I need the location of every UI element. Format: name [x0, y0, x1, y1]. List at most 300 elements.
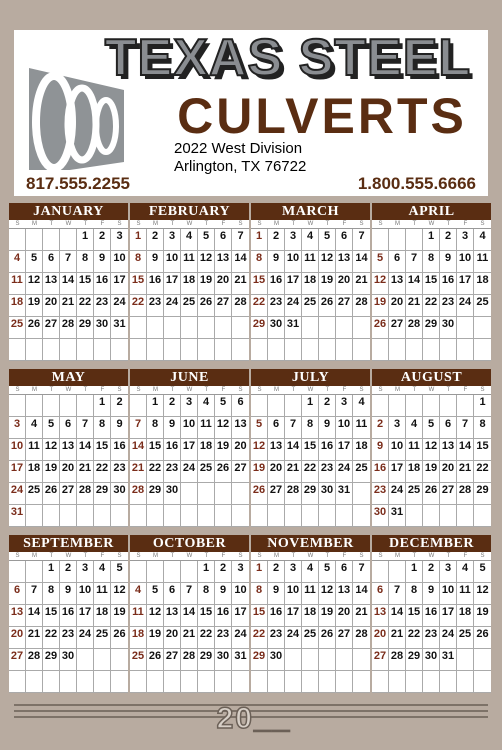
- weekday-header: [251, 220, 370, 229]
- day-cell: 27: [336, 295, 353, 317]
- day-cell: 15: [77, 273, 94, 295]
- day-cell: [26, 561, 43, 583]
- month-july: [251, 369, 370, 527]
- month-title: MARCH: [251, 203, 370, 220]
- day-cell: [251, 505, 268, 527]
- day-cell: 12: [474, 583, 491, 605]
- weekday-header: [372, 552, 491, 561]
- day-cell: 16: [94, 273, 111, 295]
- day-cell: [9, 339, 26, 361]
- day-cell: 27: [336, 627, 353, 649]
- weekday-header: [9, 552, 128, 561]
- day-cell: 4: [9, 251, 26, 273]
- day-cell: [77, 649, 94, 671]
- day-cell: 14: [389, 605, 406, 627]
- weekday-letter: S: [15, 387, 20, 393]
- day-cell: 8: [251, 583, 268, 605]
- day-cell: 14: [130, 439, 147, 461]
- day-cell: 13: [215, 251, 232, 273]
- weekday-letter: T: [83, 387, 88, 393]
- day-cell: 8: [423, 251, 440, 273]
- day-cell: [336, 505, 353, 527]
- day-cell: 5: [319, 229, 336, 251]
- day-cell: 13: [268, 439, 285, 461]
- day-cell: 22: [302, 461, 319, 483]
- company-name-line1: TEXAS STEEL: [104, 29, 472, 87]
- day-cell: 10: [77, 583, 94, 605]
- day-cell: 7: [60, 251, 77, 273]
- day-cell: 13: [440, 439, 457, 461]
- weekday-letter: S: [15, 221, 20, 227]
- day-cell: 23: [440, 295, 457, 317]
- weekday-letter: S: [238, 553, 243, 559]
- day-cell: [147, 561, 164, 583]
- weekday-letter: S: [480, 387, 485, 393]
- day-cell: 28: [181, 649, 198, 671]
- day-cell: [77, 505, 94, 527]
- day-cell: [94, 671, 111, 693]
- day-cell: 29: [302, 483, 319, 505]
- day-cell: [198, 317, 215, 339]
- day-cell: [26, 671, 43, 693]
- day-cell: [406, 229, 423, 251]
- day-cell: 2: [268, 229, 285, 251]
- day-cell: 6: [440, 417, 457, 439]
- day-cell: [423, 505, 440, 527]
- day-cell: 22: [251, 295, 268, 317]
- day-cell: 10: [389, 439, 406, 461]
- day-cell: [285, 671, 302, 693]
- day-cell: [130, 561, 147, 583]
- day-cell: 16: [268, 273, 285, 295]
- day-cell: 8: [251, 251, 268, 273]
- day-cell: 17: [457, 273, 474, 295]
- day-cell: 4: [302, 229, 319, 251]
- day-cell: 15: [198, 605, 215, 627]
- weekday-letter: S: [359, 387, 364, 393]
- day-cell: 29: [406, 649, 423, 671]
- day-cell: 13: [372, 605, 389, 627]
- weekday-letter: T: [170, 553, 175, 559]
- day-cell: 2: [164, 395, 181, 417]
- day-cell: [43, 505, 60, 527]
- day-cell: 27: [389, 317, 406, 339]
- day-cell: 13: [9, 605, 26, 627]
- day-cell: [440, 339, 457, 361]
- year-label: 20__: [216, 702, 292, 735]
- day-cell: [389, 395, 406, 417]
- day-cell: [423, 339, 440, 361]
- day-cell: 5: [198, 229, 215, 251]
- day-cell: [181, 505, 198, 527]
- day-cell: 4: [181, 229, 198, 251]
- day-cell: [164, 505, 181, 527]
- day-cell: 13: [389, 273, 406, 295]
- day-cell: 24: [181, 461, 198, 483]
- day-cell: 22: [43, 627, 60, 649]
- day-cell: 13: [232, 417, 249, 439]
- day-cell: [268, 505, 285, 527]
- weekday-letter: W: [186, 221, 193, 227]
- day-cell: 24: [111, 295, 128, 317]
- weekday-letter: S: [257, 221, 262, 227]
- day-cell: [319, 317, 336, 339]
- day-cell: 23: [372, 483, 389, 505]
- day-cell: 19: [111, 605, 128, 627]
- weekday-header: [251, 386, 370, 395]
- day-cell: [181, 317, 198, 339]
- month-title: MAY: [9, 369, 128, 386]
- day-cell: 1: [94, 395, 111, 417]
- day-cell: 15: [130, 273, 147, 295]
- day-cell: 31: [389, 505, 406, 527]
- day-cell: 12: [111, 583, 128, 605]
- day-cell: 6: [372, 583, 389, 605]
- weekday-header: [251, 552, 370, 561]
- day-cell: 12: [423, 439, 440, 461]
- day-cell: 24: [457, 295, 474, 317]
- day-cell: 23: [94, 295, 111, 317]
- day-cell: 4: [474, 229, 491, 251]
- day-cell: 25: [130, 649, 147, 671]
- weekday-letter: F: [221, 553, 226, 559]
- day-cell: [60, 671, 77, 693]
- day-cell: 20: [336, 605, 353, 627]
- weekday-letter: S: [378, 387, 383, 393]
- day-cell: 25: [406, 483, 423, 505]
- day-cell: 6: [60, 417, 77, 439]
- day-cell: [130, 505, 147, 527]
- day-cell: [457, 649, 474, 671]
- day-cell: [406, 395, 423, 417]
- day-cell: 18: [181, 273, 198, 295]
- weekday-letter: T: [412, 553, 417, 559]
- day-cell: [232, 505, 249, 527]
- day-cell: 22: [147, 461, 164, 483]
- day-cell: 30: [423, 649, 440, 671]
- day-cell: 15: [474, 439, 491, 461]
- day-cell: 25: [181, 295, 198, 317]
- weekday-letter: S: [480, 553, 485, 559]
- day-cell: 1: [251, 229, 268, 251]
- day-cell: 18: [130, 627, 147, 649]
- month-february: [130, 203, 249, 361]
- day-cell: 24: [285, 295, 302, 317]
- day-cell: 17: [232, 605, 249, 627]
- month-august: [372, 369, 491, 527]
- day-cell: 28: [406, 317, 423, 339]
- day-cell: 15: [251, 605, 268, 627]
- day-cell: 1: [251, 561, 268, 583]
- day-cell: [232, 483, 249, 505]
- day-cell: 4: [130, 583, 147, 605]
- weekday-letter: T: [49, 387, 54, 393]
- day-cell: 12: [319, 583, 336, 605]
- day-cell: 3: [9, 417, 26, 439]
- day-cell: 15: [94, 439, 111, 461]
- weekday-letter: M: [395, 221, 400, 227]
- day-cell: 18: [26, 461, 43, 483]
- day-cell: 9: [111, 417, 128, 439]
- day-cell: 4: [94, 561, 111, 583]
- day-cell: 28: [130, 483, 147, 505]
- day-cell: 3: [285, 229, 302, 251]
- day-cell: 2: [215, 561, 232, 583]
- day-cell: 6: [336, 561, 353, 583]
- month-title: DECEMBER: [372, 535, 491, 552]
- day-cell: 5: [319, 561, 336, 583]
- day-cell: 9: [372, 439, 389, 461]
- day-cell: 18: [94, 605, 111, 627]
- day-cell: 30: [440, 317, 457, 339]
- day-cell: [198, 671, 215, 693]
- weekday-letter: S: [136, 553, 141, 559]
- weekday-letter: S: [480, 221, 485, 227]
- day-cell: 22: [130, 295, 147, 317]
- day-cell: 19: [43, 461, 60, 483]
- month-title: OCTOBER: [130, 535, 249, 552]
- day-cell: 29: [94, 483, 111, 505]
- day-cell: 30: [60, 649, 77, 671]
- weekday-letter: W: [65, 553, 72, 559]
- day-cell: 9: [423, 583, 440, 605]
- day-cell: 30: [268, 649, 285, 671]
- day-cell: [215, 483, 232, 505]
- day-cell: 28: [60, 317, 77, 339]
- day-cell: [389, 229, 406, 251]
- weekday-letter: F: [463, 221, 468, 227]
- day-cell: 12: [198, 251, 215, 273]
- month-september: [9, 535, 128, 693]
- weekday-letter: T: [291, 387, 296, 393]
- day-cell: [336, 649, 353, 671]
- day-cell: [353, 505, 370, 527]
- weekday-letter: M: [32, 553, 37, 559]
- day-cell: 24: [389, 483, 406, 505]
- day-cell: 21: [457, 461, 474, 483]
- day-cell: 9: [94, 251, 111, 273]
- company-name-line2: CULVERTS: [177, 88, 467, 144]
- day-cell: 6: [232, 395, 249, 417]
- day-cell: 25: [353, 461, 370, 483]
- day-cell: 6: [9, 583, 26, 605]
- day-cell: 27: [9, 649, 26, 671]
- day-cell: 4: [198, 395, 215, 417]
- day-cell: [457, 339, 474, 361]
- weekday-letter: S: [378, 553, 383, 559]
- day-cell: [198, 339, 215, 361]
- day-cell: 23: [215, 627, 232, 649]
- day-cell: 7: [181, 583, 198, 605]
- day-cell: [130, 339, 147, 361]
- day-cell: [43, 671, 60, 693]
- day-cell: 28: [353, 295, 370, 317]
- day-cell: [164, 339, 181, 361]
- day-cell: 1: [130, 229, 147, 251]
- day-cell: 1: [423, 229, 440, 251]
- weekday-header: [130, 220, 249, 229]
- weekday-letter: W: [65, 387, 72, 393]
- weekday-letter: T: [170, 387, 175, 393]
- day-cell: 19: [372, 295, 389, 317]
- day-cell: 16: [319, 439, 336, 461]
- day-cell: 6: [268, 417, 285, 439]
- day-cell: 15: [251, 273, 268, 295]
- day-cell: [215, 339, 232, 361]
- day-cell: 10: [181, 417, 198, 439]
- day-cell: [406, 671, 423, 693]
- day-cell: 26: [111, 627, 128, 649]
- day-cell: 9: [319, 417, 336, 439]
- day-cell: [111, 649, 128, 671]
- day-cell: 30: [215, 649, 232, 671]
- day-cell: [147, 317, 164, 339]
- day-cell: [77, 339, 94, 361]
- day-cell: 17: [389, 461, 406, 483]
- day-cell: 26: [198, 295, 215, 317]
- day-cell: 14: [26, 605, 43, 627]
- day-cell: 17: [9, 461, 26, 483]
- day-cell: [60, 395, 77, 417]
- day-cell: 1: [77, 229, 94, 251]
- day-cell: 11: [302, 251, 319, 273]
- weekday-letter: F: [100, 553, 105, 559]
- weekday-letter: W: [186, 387, 193, 393]
- day-cell: 26: [319, 295, 336, 317]
- day-cell: 28: [457, 483, 474, 505]
- address-street: 2022 West Division: [174, 140, 303, 157]
- day-cell: 16: [268, 605, 285, 627]
- month-june: [130, 369, 249, 527]
- weekday-letter: F: [463, 553, 468, 559]
- day-cell: [26, 395, 43, 417]
- day-cell: 10: [336, 417, 353, 439]
- day-cell: 19: [474, 605, 491, 627]
- day-cell: 14: [353, 583, 370, 605]
- day-cell: 15: [43, 605, 60, 627]
- weekday-header: [130, 386, 249, 395]
- day-cell: 12: [251, 439, 268, 461]
- day-cell: [60, 505, 77, 527]
- day-cell: 29: [251, 317, 268, 339]
- day-cell: [372, 229, 389, 251]
- day-cell: [285, 505, 302, 527]
- weekday-letter: T: [49, 221, 54, 227]
- day-cell: 11: [474, 251, 491, 273]
- day-cell: 17: [440, 605, 457, 627]
- day-cell: [474, 649, 491, 671]
- weekday-letter: T: [291, 221, 296, 227]
- day-cell: 31: [9, 505, 26, 527]
- month-title: NOVEMBER: [251, 535, 370, 552]
- weekday-letter: F: [221, 387, 226, 393]
- day-cell: 17: [164, 273, 181, 295]
- day-cell: 28: [353, 627, 370, 649]
- day-cell: [319, 671, 336, 693]
- day-cell: 22: [77, 295, 94, 317]
- day-cell: 24: [285, 627, 302, 649]
- day-cell: 26: [474, 627, 491, 649]
- day-cell: 25: [94, 627, 111, 649]
- weekday-letter: S: [359, 221, 364, 227]
- day-cell: [457, 317, 474, 339]
- day-cell: [353, 671, 370, 693]
- day-cell: 23: [60, 627, 77, 649]
- day-cell: [43, 229, 60, 251]
- day-cell: 19: [26, 295, 43, 317]
- day-cell: 31: [285, 317, 302, 339]
- day-cell: 21: [353, 273, 370, 295]
- day-cell: 25: [26, 483, 43, 505]
- day-cell: 24: [440, 627, 457, 649]
- day-cell: 3: [285, 561, 302, 583]
- weekday-letter: T: [325, 221, 330, 227]
- day-cell: 27: [440, 483, 457, 505]
- day-cell: 17: [285, 605, 302, 627]
- day-cell: [372, 395, 389, 417]
- day-cell: [181, 339, 198, 361]
- day-cell: 21: [60, 295, 77, 317]
- day-cell: 23: [268, 295, 285, 317]
- day-cell: 15: [406, 605, 423, 627]
- day-cell: 18: [353, 439, 370, 461]
- weekday-letter: M: [153, 553, 158, 559]
- day-cell: 7: [232, 229, 249, 251]
- day-cell: 23: [319, 461, 336, 483]
- day-cell: [353, 317, 370, 339]
- day-cell: 16: [423, 605, 440, 627]
- month-december: [372, 535, 491, 693]
- day-cell: [302, 505, 319, 527]
- weekday-letter: F: [342, 387, 347, 393]
- weekday-letter: T: [412, 221, 417, 227]
- day-cell: 9: [147, 251, 164, 273]
- weekday-letter: W: [307, 387, 314, 393]
- weekday-letter: W: [307, 553, 314, 559]
- day-cell: 8: [198, 583, 215, 605]
- day-cell: [147, 505, 164, 527]
- day-cell: 11: [198, 417, 215, 439]
- day-cell: 13: [60, 439, 77, 461]
- day-cell: [147, 671, 164, 693]
- day-cell: 1: [43, 561, 60, 583]
- day-cell: [474, 317, 491, 339]
- day-cell: [285, 339, 302, 361]
- day-cell: [232, 339, 249, 361]
- day-cell: [302, 339, 319, 361]
- month-title: JUNE: [130, 369, 249, 386]
- day-cell: 6: [215, 229, 232, 251]
- day-cell: [353, 649, 370, 671]
- day-cell: 17: [285, 273, 302, 295]
- day-cell: [336, 317, 353, 339]
- day-cell: [215, 505, 232, 527]
- day-cell: [457, 505, 474, 527]
- day-cell: [251, 395, 268, 417]
- month-title: SEPTEMBER: [9, 535, 128, 552]
- day-cell: 25: [474, 295, 491, 317]
- weekday-letter: T: [204, 221, 209, 227]
- month-april: [372, 203, 491, 361]
- day-cell: 2: [440, 229, 457, 251]
- day-cell: 25: [302, 627, 319, 649]
- weekday-header: [130, 552, 249, 561]
- day-cell: 22: [423, 295, 440, 317]
- day-cell: 2: [147, 229, 164, 251]
- day-cell: [389, 339, 406, 361]
- day-cell: 29: [251, 649, 268, 671]
- day-cell: 11: [353, 417, 370, 439]
